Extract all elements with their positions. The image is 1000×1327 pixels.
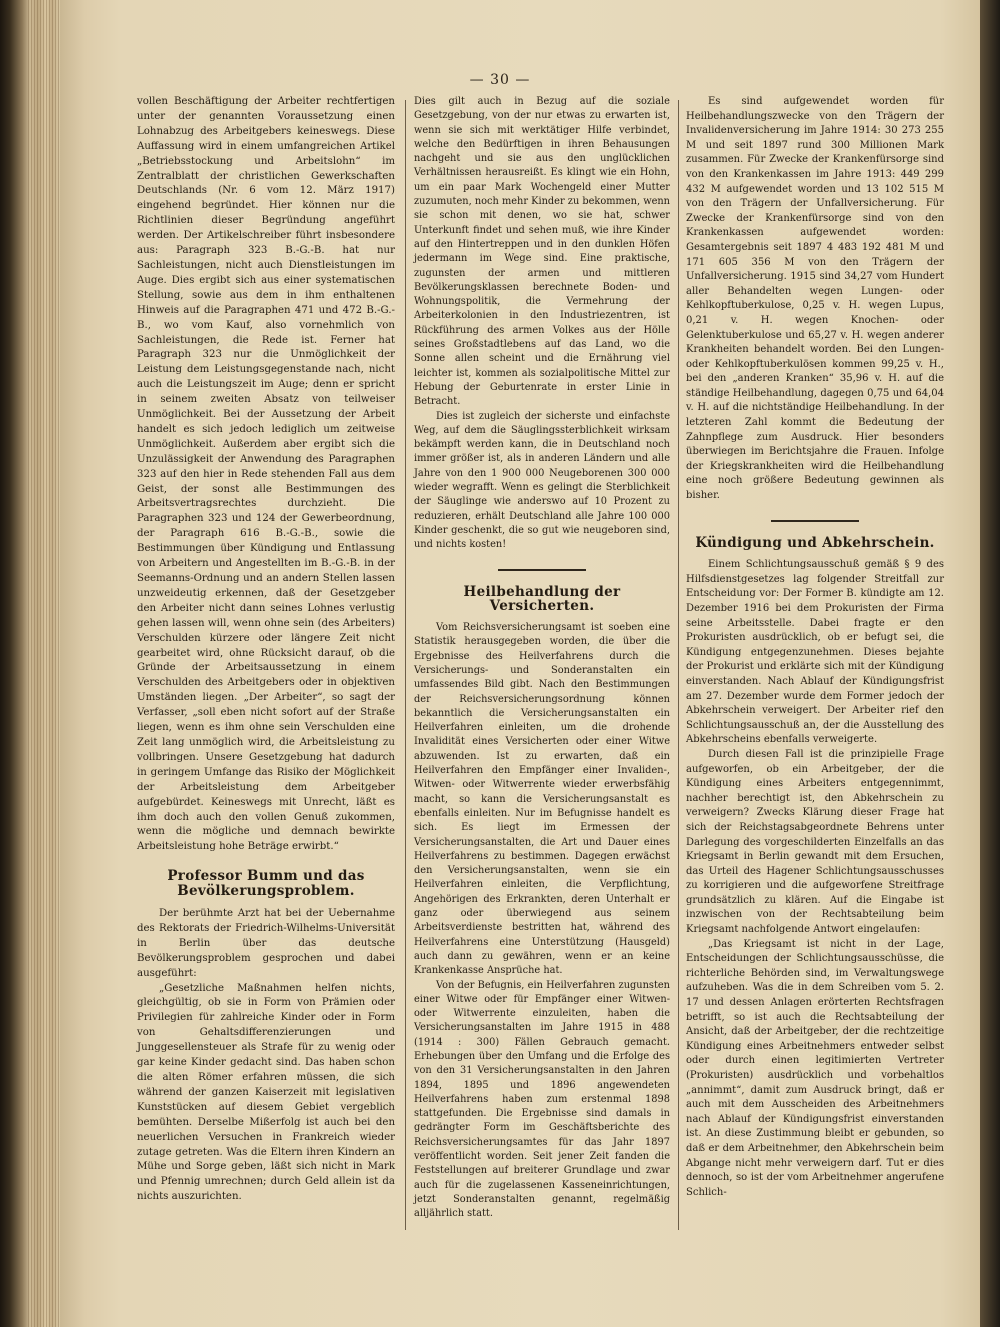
section-rule: [771, 520, 859, 522]
paragraph: „Das Kriegsamt ist nicht in der Lage, Entscheidungen der Schlichtungsausschüsse, die richterliche Behörden sind, im Verwaltungswege aufzuheben. Was die in dem Schreiben vom 5. 2. 17 und dessen Anlagen erörterten Rechtsfragen betrifft, so ist auch die Rechtsabteilung der Ansicht, daß der Arbeitgeber, der die rechtzeitige Kündigung eines Arbeitnehmers entweder selbst oder durch einen legitimierten Vertreter (Prokuristen) ausdrücklich und vorbehaltlos „annimmt“, damit zum Ausdruck bringt, daß er auch mit dem Ausscheiden des Arbeitnehmers nach Ablauf der Kündigungsfrist einverstanden ist. An diese Zustimmung bleibt er gebunden, so daß er dem Arbeitnehmer, den Abkehrschein beim Abgange nicht mehr verweigern darf. Tut er dies dennoch, so ist der vom Arbeitnehmer angerufene Schlich-: [686, 938, 944, 1198]
paragraph: Einem Schlichtungsausschuß gemäß § 9 des Hilfsdienstgesetzes lag folgender Streitfall zur Entscheidung vor: Der Former B. kündigte am 12. Dezember 1916 bei dem Prokuristen der Firma seine Arbeitsstelle. Dabei fragte er den Prokuristen ausdrücklich, ob er befugt sei, die Kündigung entgegenzunehmen. Dieses bejahte der Prokurist und erklärte sich mit der Kündigung einverstanden. Nach Ablauf der Kündigungsfrist am 27. Dezember wurde dem Former jedoch der Abkehrschein verweigert. Der Arbeiter rief den Schlichtungsausschuß an, der die Ausstellung des Abkehrscheins ebenfalls verweigerte.: [686, 559, 944, 746]
paragraph: vollen Beschäftigung der Arbeiter rechtfertigen unter der genannten Voraussetzung einen Lohnabzug des Arbeitgebers keineswegs. Diese Auffassung wird in einem umfangreichen Artikel „Betriebsstockung und Arbeitslohn“ im Zentralblatt der christlichen Gewerkschaften Deutschlands (Nr. 6 vom 12. März 1917) eingehend begründet. Hier können nur die Richtlinien dieser Begründung angeführt werden. Der Artikelschreiber führt insbesondere aus: Paragraph 323 B.-G.-B. hat nur Sachleistungen, nicht auch Dienstleistungen im Auge. Dies ergibt sich aus einer systematischen Stellung, sowie aus dem in ihm enthaltenen Hinweis auf die Paragraphen 471 und 472 B.-G.-B., wo vom Kauf, also vornehmlich von Sachleistungen, die Rede ist. Ferner hat Paragraph 323 nur die Unmöglichkeit der Leistung dem Leistungsgegenstande nach, nicht auch die Leistungszeit im Auge; denn er spricht in seinem zweiten Absatz von teilweiser Unmöglichkeit. Bei der Aussetzung der Arbeit handelt es sich jedoch lediglich um zeitweise Unmöglichkeit. Außerdem aber ergibt sich die Unzulässigkeit der Anwendung des Paragraphen 323 auf den hier in Rede stehenden Fall aus dem Geist, der sonst alle Bestimmungen des Arbeitsvertragsrechtes durchzieht. Die Paragraphen 323 und 124 der Gewerbeordnung, der Paragraph 616 B.-G.-B., sowie die Bestimmungen über Kündigung und Entlassung von Arbeitern und Angestellten im B.-G.-B. in der Seemanns-Ordnung und an andern Stellen lassen unzweideutig erkennen, daß der Gesetzgeber den Arbeiter nicht dann seines Lohnes verlustig gehen lassen will, wenn ohne sein (des Arbeiters) Verschulden kürzere oder längere Zeit nicht gearbeitet wird, ohne Rücksicht darauf, ob die Gründe der Arbeitsaussetzung in einem Verschulden des Arbeitgebers oder in objektiven Umständen liegen. „Der Arbeiter“, so sagt der Verfasser, „soll eben nicht sofort auf der Straße liegen, wenn es ihm ohne sein Verschulden eine Zeit lang unmöglich wird, die Arbeitsleistung zu vollbringen. Unsere Gesetzgebung hat dadurch in geringem Umfange das Risiko der Möglichkeit der Arbeitsleistung dem Arbeitgeber aufgebürdet. Keineswegs mit Unrecht, läßt es ihm doch auch den vollen Genuß zukommen, wenn die mögliche und demnach bewirkte Arbeitsleistung hohe Beträge erwirbt.“: [137, 96, 395, 853]
heading-line: Bevölkerungsproblem.: [177, 883, 355, 900]
paragraph: Von der Befugnis, ein Heilverfahren zugunsten einer Witwe oder für Empfänger einer Witwen- oder Witwerrente einzuleiten, haben die Versicherungsanstalten im Jahre 1915 in 488 (1914 : 300) Fällen Gebrauch gemacht. Erhebungen über den Umfang und die Erfolge des von den 31 Versicherungsanstalten in den Jahren 1894, 1895 und 1896 angewendeten Heilverfahrens haben zum erstenmal 1898 stattgefunden. Die Ergebnisse sind damals in gedrängter Form im Geschäftsberichte des Reichsversicherungsamtes für das Jahr 1897 veröffentlicht worden. Seit jener Zeit fanden die Feststellungen auf breiterer Grundlage und zwar auch für die zugelassenen Kasseneinrichtungen, jetzt Sonderanstalten genannt, regelmäßig alljährlich statt.: [414, 979, 670, 1220]
paragraph: Dies gilt auch in Bezug auf die soziale Gesetzgebung, von der nur etwas zu erwarten ist, wenn sie sich mit werktätiger Hilfe verbindet, welche den Bedürftigen in ihren Behausungen nachgeht und sie aus den unglücklichen Verhältnissen herausreißt. Es klingt wie ein Hohn, um ein paar Mark Wochengeld einer Mutter zuzumuten, noch mehr Kinder zu bekommen, wenn sie schon mit denen, wo sie hat, schwer Unterkunft findet und sehen muß, wie ihre Kinder auf den Hintertreppen und in den dunklen Höfen jedermann im Wege sind. Eine praktische, zugunsten der armen und mittleren Bevölkerungsklassen berechnete Boden- und Wohnungspolitik, die Vermehrung der Arbeiterkolonien in den Industriezentren, ist Rückführung des armen Volkes aus der Hölle seines Großstadtlebens auf das Land, wo die Sonne allen scheint und die Ernährung viel leichter ist, kommen als sozialpolitische Mittel zur Hebung der Geburtenrate in erster Linie in Betracht.: [414, 96, 670, 408]
column-2: [414, 95, 670, 1222]
page-number: — 30 —: [469, 72, 531, 88]
page-edge-shadow: [980, 0, 1000, 1327]
paragraph: Der berühmte Arzt hat bei der Uebernahme des Rektorats der Friedrich-Wilhelms-Universität in Berlin über das deutsche Bevölkerungsproblem gesprochen und dabei ausgeführt:: [137, 908, 395, 979]
heading-line: Professor Bumm und das: [167, 868, 365, 885]
column-divider: [405, 100, 406, 1230]
paragraph: Durch diesen Fall ist die prinzipielle Frage aufgeworfen, ob ein Arbeitgeber, der die Kündigung eines Arbeiters entgegennimmt, nachher berechtigt ist, den Abkehrschein zu verweigern? Zwecks Klärung dieser Frage hat sich der Reichstagsabgeordnete Behrens unter Darlegung des vorgeschilderten Einzelfalls an das Kriegsamt in Berlin gewandt mit dem Ersuchen, das Urteil des Hagener Schlichtungsausschusses zu korrigieren und die aufgeworfene Streitfrage grundsätzlich zu klären. Auf die Eingabe ist inzwischen von der Rechtsabteilung beim Kriegsamt nachfolgende Antwort eingelaufen:: [686, 748, 944, 936]
section-heading: [137, 869, 395, 899]
paragraph: Es sind aufgewendet worden für Heilbehandlungszwecke von den Trägern der Invalidenversicherung im Jahre 1914: 30 273 255 M und seit 1897 rund 300 Millionen Mark zusammen. Für Zwecke der Krankenfürsorge sind von den Krankenkassen im Jahre 1913: 449 299 432 M aufgewendet worden und 13 102 515 M von den Trägern der Unfallversicherung. Für Zwecke der Krankenfürsorge sind von den Krankenkassen aufgewendet worden: Gesamtergebnis seit 1897 4 483 192 481 M und 171 605 356 M von den Trägern der Unfallversicherung. 1915 sind 34,27 vom Hundert aller Behandelten wegen Lungen- oder Kehlkopftuberkulose, 0,25 v. H. wegen Lupus, 0,21 v. H. wegen Knochen- oder Gelenktuberkulose und 65,27 v. H. wegen anderer Krankheiten behandelt worden. Bei den Lungen- oder Kehlkopftuberkulösen kommen 99,25 v. H., bei den „anderen Kranken“ 35,96 v. H. auf die ständige Heilbehandlung, dagegen 0,75 und 64,04 v. H. auf die nichtständige Heilbehandlung. In der letzteren Zahl kommt die Bedeutung der Zahnpflege zum Ausdruck. Hier besonders überwiegen im Berichtsjahre die Frauen. Infolge der Kriegskrankheiten wird die Heilbehandlung eine noch größere Bedeutung gewinnen als bisher.: [686, 96, 944, 502]
paragraph: Vom Reichsversicherungsamt ist soeben eine Statistik herausgegeben worden, die über die Ergebnisse des Heilverfahrens durch die Versicherungs- und Sonderanstalten ein umfassendes Bild gibt. Nach den Bestimmungen der Reichsversicherungsordnung können bekanntlich die Versicherungsanstalten ein Heilverfahren einleiten, um die drohende Invalidität eines Versicherten oder einer Witwe abzuwenden. Ist zu erwarten, daß ein Heilverfahren den Empfänger einer Invaliden-, Witwen- oder Witwerrente wieder erwerbsfähig macht, so kann die Versicherungsanstalt es ebenfalls einleiten. Nur im Befugnisse handelt es sich. Es liegt im Ermessen der Versicherungsanstalten, die Art und Dauer eines Heilverfahrens zu bestimmen. Dagegen erwächst den Versicherungsanstalten, wenn sie ein Heilverfahren einleiten, die Verpflichtung, Angehörigen des Erkrankten, deren Unterhalt er ganz oder überwiegend aus seinem Arbeitsverdienste bestritten hat, während des Heilverfahrens eine Unterstützung (Hausgeld) auch dann zu gewähren, wenn er an keine Krankenkasse Ansprüche hat.: [414, 622, 670, 977]
column-divider: [678, 100, 679, 1230]
column-3: [686, 95, 944, 1200]
page-stack-edge: [28, 0, 62, 1327]
section-heading: Kündigung und Abkehrschein.: [695, 534, 935, 551]
paragraph: „Gesetzliche Maßnahmen helfen nichts, gleichgültig, ob sie in Form von Prämien oder Privilegien für zahlreiche Kinder oder in Form von Gehaltsdifferenzierungen und Junggesellensteuer als Strafe für zu wenig oder gar keine Kinder gedacht sind. Das haben schon die alten Römer erfahren müssen, die sich während der ganzen Kaiserzeit mit legislativen Kunststücken auf diesem Gebiet vergeblich bemühten. Derselbe Mißerfolg ist auch bei den neuerlichen Versuchen in Frankreich wieder zutage getreten. Was die Eltern ihren Kindern an Mühe und Sorge geben, läßt sich nicht in Mark und Pfennig umrechnen; durch Geld allein ist da nichts auszurichten.: [137, 982, 395, 1203]
section-heading: Heilbehandlung der Versicherten.: [463, 583, 621, 614]
column-1: [137, 95, 395, 1205]
section-rule: [498, 569, 586, 571]
paragraph: Dies ist zugleich der sicherste und einfachste Weg, auf dem die Säuglingssterblichkeit wirksam bekämpft werden kann, die in Deutschland noch immer größer ist, als in anderen Ländern und alle Jahre von den 1 900 000 Neugeborenen 300 000 wieder wegrafft. Wenn es gelingt die Sterblichkeit der Säuglinge wie anderswo auf 10 Prozent zu reduzieren, erhält Deutschland alle Jahre 100 000 Kinder geschenkt, die so gut wie neugeboren sind, und nichts kosten!: [414, 410, 670, 551]
